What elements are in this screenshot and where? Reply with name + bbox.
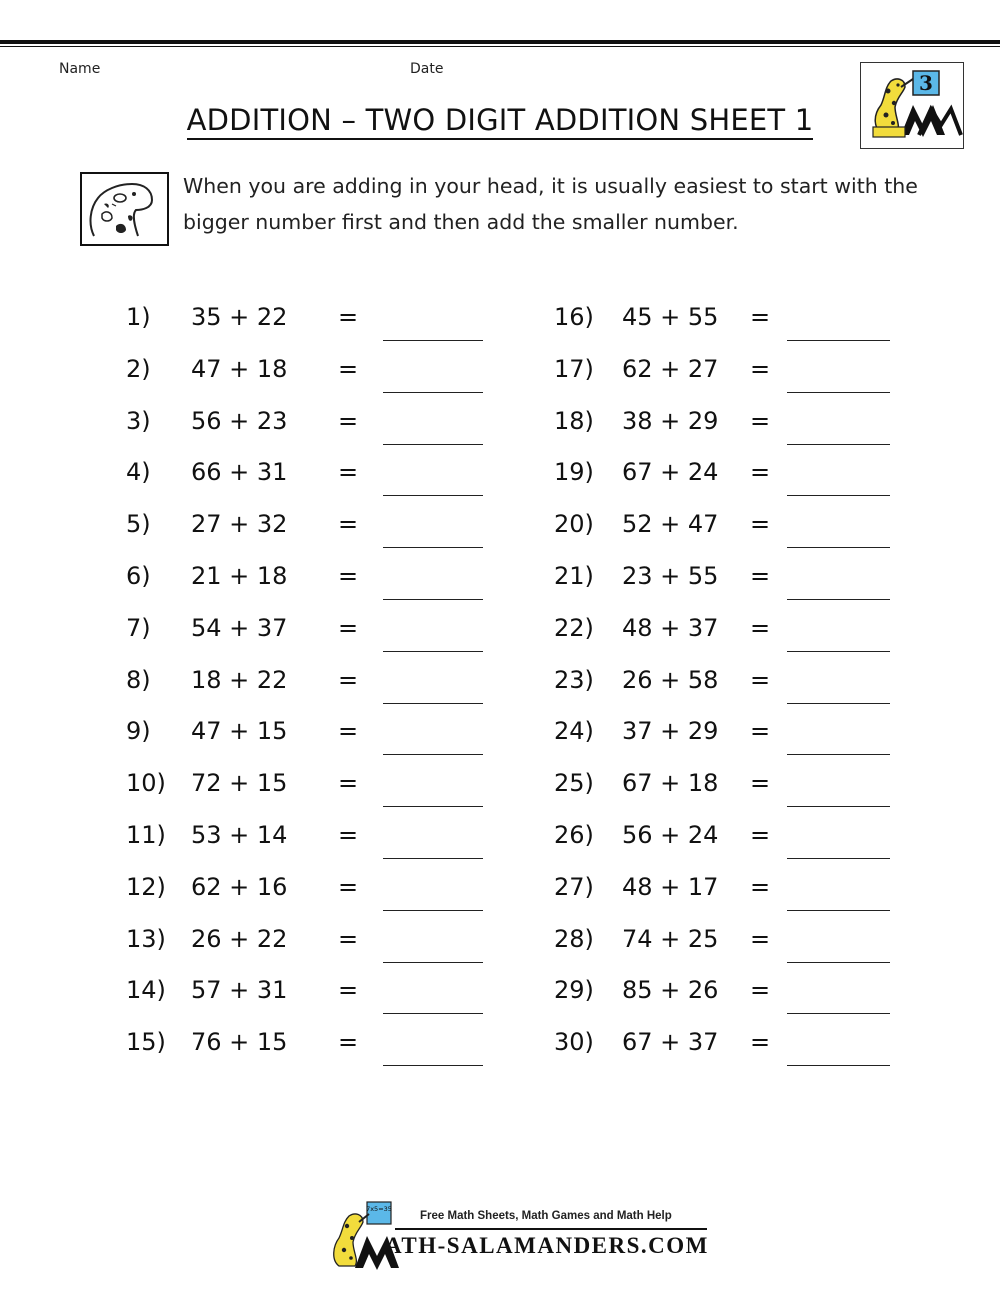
footer-site-name: ATH-SALAMANDERS.COM: [385, 1233, 709, 1258]
equals-sign: =: [750, 925, 771, 953]
equals-sign: =: [338, 355, 359, 383]
question-expression: 48 + 37: [622, 614, 719, 642]
footer-rule: [395, 1228, 707, 1230]
question-expression: 45 + 55: [622, 303, 719, 331]
answer-blank[interactable]: [383, 495, 483, 496]
answer-blank[interactable]: [787, 340, 890, 341]
tip-text: When you are adding in your head, it is usually easiest to start with the bigger number first and then add the smaller number.: [183, 174, 918, 234]
equals-sign: =: [338, 666, 359, 694]
equals-sign: =: [338, 407, 359, 435]
answer-blank[interactable]: [787, 962, 890, 963]
answer-blank[interactable]: [787, 651, 890, 652]
question-number: 9): [126, 717, 151, 745]
question-number: 29): [554, 976, 594, 1004]
question-expression: 72 + 15: [191, 769, 288, 797]
equals-sign: =: [750, 717, 771, 745]
answer-blank[interactable]: [383, 444, 483, 445]
question-expression: 47 + 18: [191, 355, 288, 383]
equals-sign: =: [338, 510, 359, 538]
equals-sign: =: [750, 303, 771, 331]
equals-sign: =: [338, 821, 359, 849]
question-expression: 85 + 26: [622, 976, 719, 1004]
question-expression: 56 + 24: [622, 821, 719, 849]
question-expression: 38 + 29: [622, 407, 719, 435]
question-number: 6): [126, 562, 151, 590]
grade-number: 3: [919, 71, 933, 95]
answer-blank[interactable]: [787, 444, 890, 445]
question-expression: 52 + 47: [622, 510, 719, 538]
question-expression: 62 + 16: [191, 873, 288, 901]
question-number: 4): [126, 458, 151, 486]
question-expression: 56 + 23: [191, 407, 288, 435]
answer-blank[interactable]: [787, 599, 890, 600]
date-label: Date: [410, 61, 444, 77]
equals-sign: =: [750, 355, 771, 383]
question-number: 10): [126, 769, 166, 797]
answer-blank[interactable]: [383, 651, 483, 652]
question-number: 25): [554, 769, 594, 797]
answer-blank[interactable]: [383, 910, 483, 911]
tip-illustration: [80, 172, 169, 246]
equals-sign: =: [338, 562, 359, 590]
question-expression: 26 + 22: [191, 925, 288, 953]
question-number: 12): [126, 873, 166, 901]
question-number: 13): [126, 925, 166, 953]
answer-blank[interactable]: [383, 547, 483, 548]
question-number: 5): [126, 510, 151, 538]
equals-sign: =: [338, 1028, 359, 1056]
answer-blank[interactable]: [383, 599, 483, 600]
equals-sign: =: [750, 1028, 771, 1056]
question-expression: 57 + 31: [191, 976, 288, 1004]
equals-sign: =: [750, 407, 771, 435]
question-number: 17): [554, 355, 594, 383]
answer-blank[interactable]: [787, 910, 890, 911]
equals-sign: =: [338, 925, 359, 953]
question-expression: 37 + 29: [622, 717, 719, 745]
question-expression: 23 + 55: [622, 562, 719, 590]
answer-blank[interactable]: [787, 547, 890, 548]
question-number: 16): [554, 303, 594, 331]
question-number: 2): [126, 355, 151, 383]
question-expression: 67 + 24: [622, 458, 719, 486]
equals-sign: =: [750, 873, 771, 901]
question-number: 20): [554, 510, 594, 538]
svg-text:7x5=35: 7x5=35: [366, 1205, 392, 1213]
equals-sign: =: [750, 821, 771, 849]
question-expression: 67 + 18: [622, 769, 719, 797]
question-expression: 53 + 14: [191, 821, 288, 849]
answer-blank[interactable]: [383, 1065, 483, 1066]
answer-blank[interactable]: [383, 703, 483, 704]
question-number: 11): [126, 821, 166, 849]
answer-blank[interactable]: [383, 754, 483, 755]
equals-sign: =: [338, 976, 359, 1004]
answer-blank[interactable]: [383, 962, 483, 963]
question-number: 1): [126, 303, 151, 331]
equals-sign: =: [750, 976, 771, 1004]
question-number: 3): [126, 407, 151, 435]
equals-sign: =: [750, 614, 771, 642]
equals-sign: =: [338, 717, 359, 745]
question-expression: 62 + 27: [622, 355, 719, 383]
answer-blank[interactable]: [787, 754, 890, 755]
question-number: 19): [554, 458, 594, 486]
page-title: ADDITION – TWO DIGIT ADDITION SHEET 1: [0, 103, 1000, 137]
question-number: 23): [554, 666, 594, 694]
equals-sign: =: [750, 562, 771, 590]
answer-blank[interactable]: [383, 392, 483, 393]
question-expression: 35 + 22: [191, 303, 288, 331]
answer-blank[interactable]: [383, 806, 483, 807]
question-number: 26): [554, 821, 594, 849]
question-expression: 18 + 22: [191, 666, 288, 694]
equals-sign: =: [750, 666, 771, 694]
answer-blank[interactable]: [787, 703, 890, 704]
question-expression: 74 + 25: [622, 925, 719, 953]
top-rule: [0, 40, 1000, 44]
answer-blank[interactable]: [787, 495, 890, 496]
answer-blank[interactable]: [787, 1013, 890, 1014]
footer-logo: [325, 1200, 715, 1270]
equals-sign: =: [750, 769, 771, 797]
question-number: 30): [554, 1028, 594, 1056]
question-number: 28): [554, 925, 594, 953]
question-number: 18): [554, 407, 594, 435]
answer-blank[interactable]: [383, 858, 483, 859]
question-expression: 27 + 32: [191, 510, 288, 538]
question-expression: 67 + 37: [622, 1028, 719, 1056]
question-expression: 66 + 31: [191, 458, 288, 486]
question-number: 15): [126, 1028, 166, 1056]
answer-blank[interactable]: [787, 858, 890, 859]
question-number: 21): [554, 562, 594, 590]
question-expression: 76 + 15: [191, 1028, 288, 1056]
answer-blank[interactable]: [787, 806, 890, 807]
question-expression: 47 + 15: [191, 717, 288, 745]
equals-sign: =: [750, 458, 771, 486]
question-number: 22): [554, 614, 594, 642]
question-number: 7): [126, 614, 151, 642]
answer-blank[interactable]: [383, 340, 483, 341]
question-number: 24): [554, 717, 594, 745]
answer-blank[interactable]: [787, 392, 890, 393]
equals-sign: =: [338, 303, 359, 331]
equals-sign: =: [338, 769, 359, 797]
equals-sign: =: [338, 614, 359, 642]
salamander-grade-logo-icon: [861, 63, 963, 148]
answer-blank[interactable]: [787, 1065, 890, 1066]
equals-sign: =: [338, 458, 359, 486]
name-label: Name: [59, 61, 101, 77]
question-expression: 21 + 18: [191, 562, 288, 590]
answer-blank[interactable]: [383, 1013, 483, 1014]
grade-badge: [860, 62, 964, 149]
question-expression: 26 + 58: [622, 666, 719, 694]
footer-tagline: Free Math Sheets, Math Games and Math Help: [420, 1210, 672, 1222]
question-expression: 54 + 37: [191, 614, 288, 642]
question-expression: 48 + 17: [622, 873, 719, 901]
equals-sign: =: [338, 873, 359, 901]
question-number: 8): [126, 666, 151, 694]
top-rule-thin: [0, 46, 1000, 47]
question-number: 27): [554, 873, 594, 901]
question-number: 14): [126, 976, 166, 1004]
equals-sign: =: [750, 510, 771, 538]
salamander-head-icon: [82, 174, 167, 244]
